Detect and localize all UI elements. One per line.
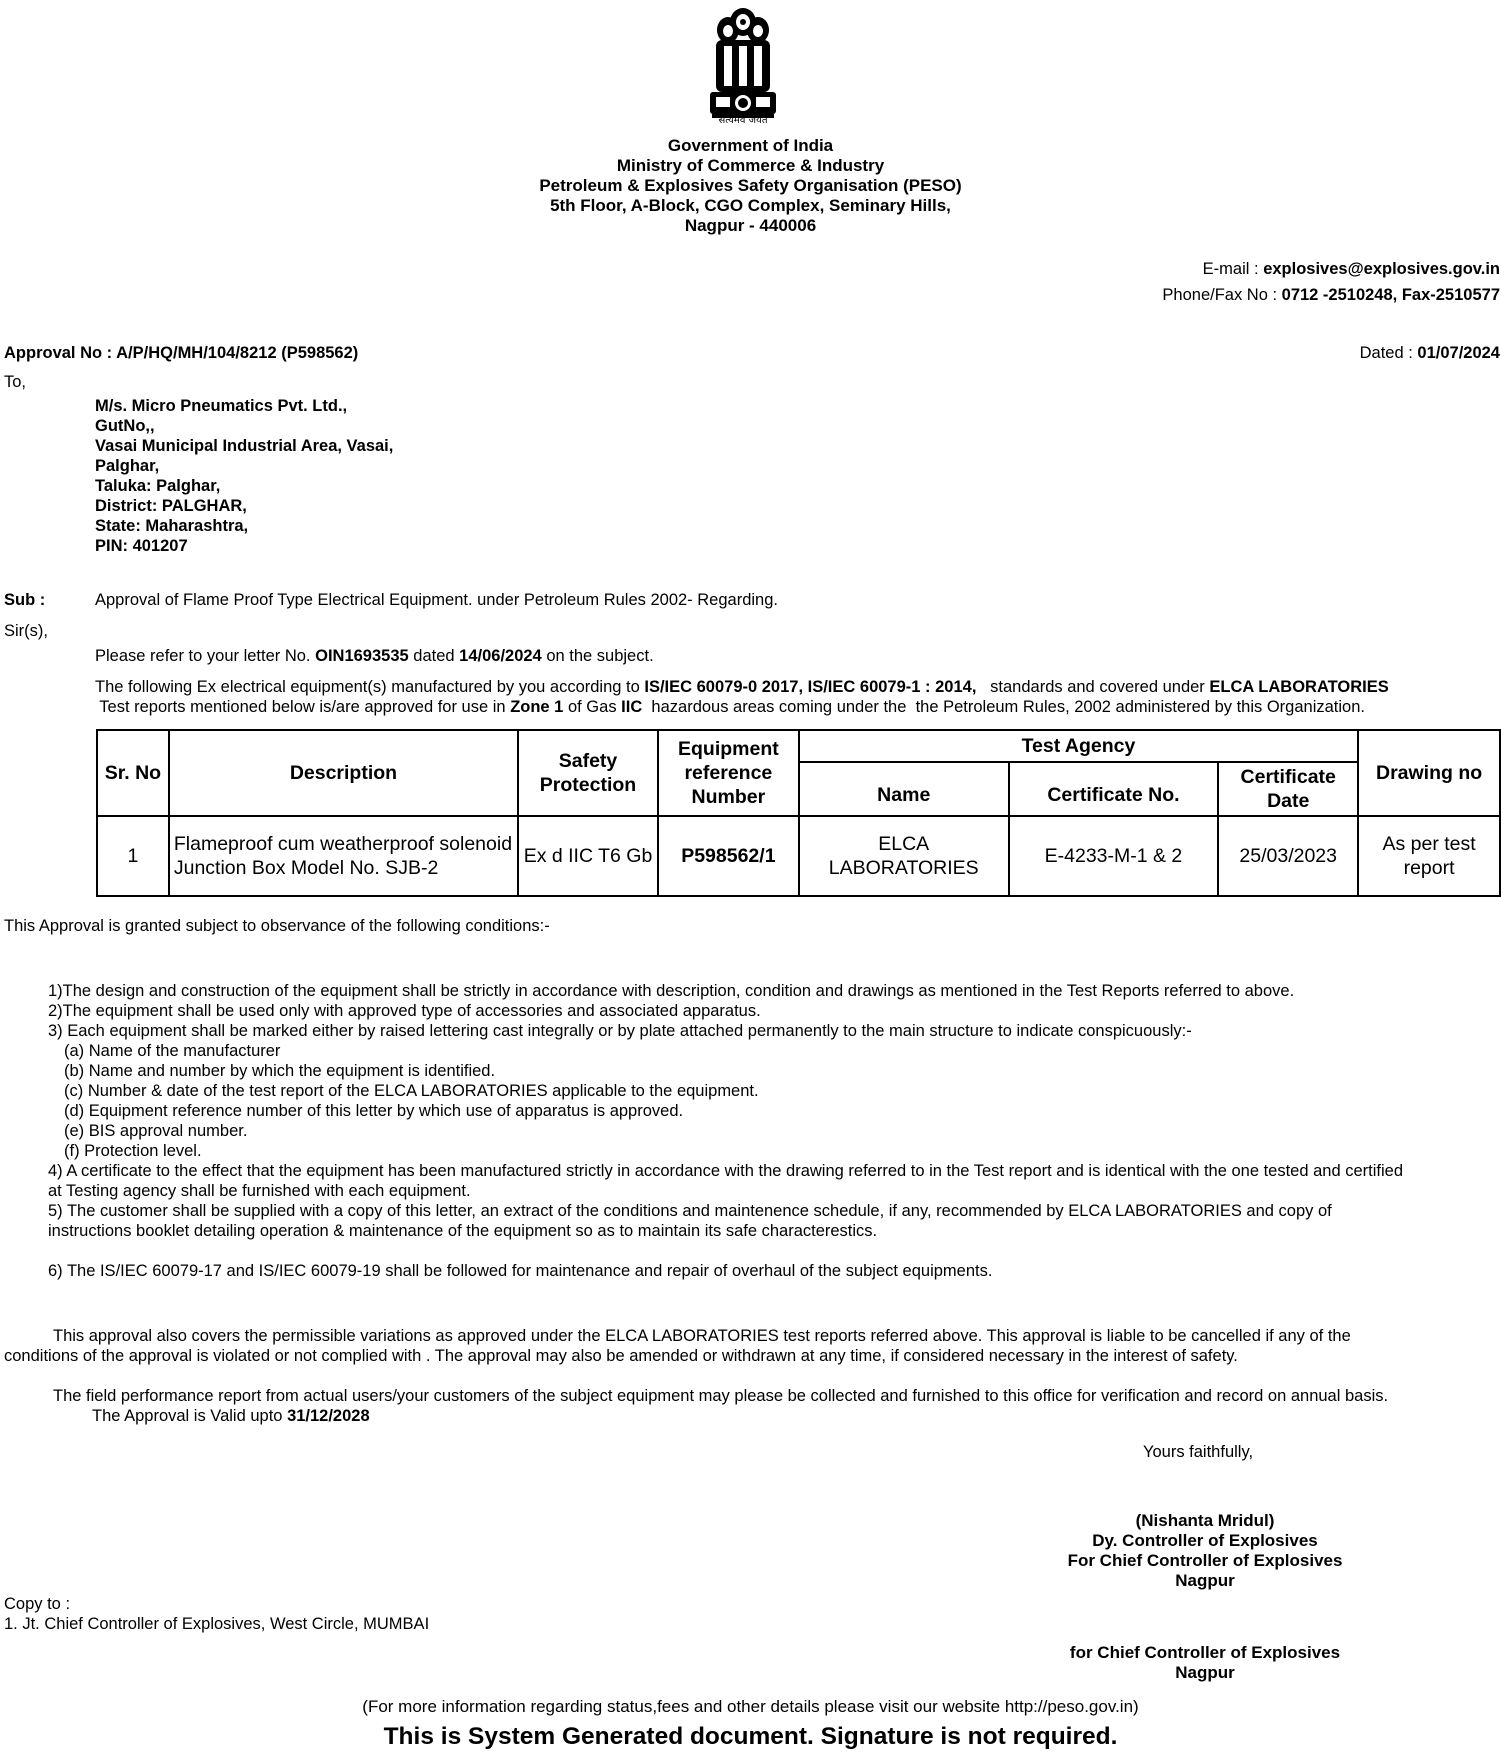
condition-item: 2)The equipment shall be used only with approved type of accessories and associated apparatus. — [48, 1002, 761, 1020]
header-description: Description — [169, 730, 518, 816]
header-line-3: Petroleum & Explosives Safety Organisation (PESO) — [539, 176, 962, 195]
cell-safety-protection: Ex d IIC T6 Gb — [518, 816, 658, 896]
intro-standards: IS/IEC 60079-0 2017, IS/IEC 60079-1 : 2014, — [644, 678, 977, 696]
signatory-for-2: for Chief Controller of Explosives — [1069, 1643, 1341, 1662]
cell-equipment-reference: P598562/1 — [658, 816, 799, 896]
letterhead — [0, 136, 1501, 236]
closing-para-1a: This approval also covers the permissible variations as approved under the ELCA LABORATORIES test reports referred above. This approval is liable to be cancelled if any of the — [53, 1327, 1351, 1345]
condition-item: 1)The design and construction of the equipment shall be strictly in accordance with description, condition and drawings as mentioned in the Test Reports referred to above. — [48, 982, 1295, 1000]
address-line: GutNo,, — [95, 417, 155, 435]
signature-block — [1000, 1511, 1410, 1591]
header-certificate-no: Certificate No. — [1009, 762, 1219, 816]
cell-certificate-date: 25/03/2023 — [1218, 816, 1358, 896]
signatory-name: (Nishanta Mridul) — [1135, 1511, 1275, 1530]
condition-item: instructions booklet detailing operation & maintenance of the equipment so as to maintain its safe characterestics. — [48, 1222, 878, 1240]
address-line: Vasai Municipal Industrial Area, Vasai, — [95, 437, 394, 455]
cell-certificate-no: E-4233-M-1 & 2 — [1009, 816, 1219, 896]
subject-text: Approval of Flame Proof Type Electrical Equipment. under Petroleum Rules 2002- Regarding. — [95, 591, 778, 609]
header-test-agency: Test Agency — [799, 730, 1358, 762]
header-line-2: Ministry of Commerce & Industry — [616, 156, 885, 175]
address-line: State: Maharashtra, — [95, 517, 249, 535]
header-safety-protection: Safety Protection — [518, 730, 658, 816]
signatory-place-2: Nagpur — [1175, 1663, 1235, 1682]
reference-pre: Please refer to your letter No. — [95, 647, 316, 665]
intro-gas: IIC — [621, 698, 643, 716]
footer-note: (For more information regarding status,fees and other details please visit our website http://peso.gov.in) — [362, 1697, 1139, 1716]
header-line-4: 5th Floor, A-Block, CGO Complex, Seminary Hills, — [550, 196, 951, 215]
subject-label: Sub : — [4, 591, 46, 609]
emblem-caption: सत्यमेव जयते — [718, 115, 768, 126]
reference-date: 14/06/2024 — [459, 647, 542, 665]
cell-agency-name: ELCA LABORATORIES — [799, 816, 1009, 896]
conditions-list — [48, 981, 1403, 1281]
intro-text: standards and covered under — [976, 678, 1210, 696]
email-label: E-mail : — [1202, 260, 1264, 278]
condition-item: 5) The customer shall be supplied with a copy of this letter, an extract of the conditions and maintenence schedule, if any, recommended by ELCA LABORATORIES and copy of — [48, 1202, 1332, 1220]
reference-letter-no: OIN1693535 — [315, 647, 409, 665]
validity-date: 31/12/2028 — [287, 1407, 370, 1425]
signatory-for: For Chief Controller of Explosives — [1067, 1551, 1343, 1570]
copy-to-item: 1. Jt. Chief Controller of Explosives, West Circle, MUMBAI — [4, 1615, 430, 1633]
footer-system-generated: This is System Generated document. Signature is not required. — [383, 1723, 1118, 1750]
cell-description: Flameproof cum weatherproof solenoid Junction Box Model No. SJB-2 — [169, 816, 518, 896]
yours-faithfully: Yours faithfully, — [1143, 1443, 1254, 1461]
condition-subitem: (d) Equipment reference number of this letter by which use of apparatus is approved. — [64, 1102, 684, 1120]
cell-drawing-no: As per test report — [1358, 816, 1500, 896]
phone-label: Phone/Fax No : — [1162, 286, 1282, 304]
condition-subitem: (b) Name and number by which the equipment is identified. — [64, 1062, 496, 1080]
closing-para-2: The field performance report from actual users/your customers of the subject equipment may please be collected and furnished to this office for verification and record on annual basis. — [53, 1387, 1389, 1405]
national-emblem-icon — [702, 2, 784, 132]
condition-item: at Testing agency shall be furnished with each equipment. — [48, 1182, 471, 1200]
condition-item: 6) The IS/IEC 60079-17 and IS/IEC 60079-19 shall be followed for maintenance and repair of overhaul of the subject equipments. — [48, 1262, 993, 1280]
header-certificate-date: Certificate Date — [1218, 762, 1358, 816]
reference-line — [95, 646, 654, 666]
signature-block-2 — [1000, 1643, 1410, 1683]
approval-date — [1360, 343, 1500, 363]
condition-item: 4) A certificate to the effect that the equipment has been manufactured strictly in accordance with the drawing referred to in the Test report and is identical with the one tested and certified — [48, 1162, 1404, 1180]
signatory-designation: Dy. Controller of Explosives — [1092, 1531, 1318, 1550]
intro-line-1 — [95, 677, 1389, 697]
validity-line — [92, 1406, 370, 1426]
intro-text: Test reports mentioned below is/are approved for use in — [95, 698, 511, 716]
condition-subitem: (c) Number & date of the test report of the ELCA LABORATORIES applicable to the equipment. — [64, 1082, 759, 1100]
reference-post: on the subject. — [541, 647, 654, 665]
phone-value: 0712 -2510248, Fax-2510577 — [1281, 286, 1500, 304]
address-line: Taluka: Palghar, — [95, 477, 221, 495]
dated-value: 01/07/2024 — [1417, 344, 1500, 362]
condition-subitem: (a) Name of the manufacturer — [64, 1042, 281, 1060]
intro-text: of Gas — [563, 698, 622, 716]
salutation: Sir(s), — [4, 622, 48, 640]
closing-para-1b: conditions of the approval is violated or not complied with . The approval may also be amended or withdrawn at any time, if considered necessary in the interest of safety. — [4, 1347, 1238, 1365]
to-label: To, — [4, 373, 27, 391]
dated-label: Dated : — [1359, 344, 1418, 362]
email-value: explosives@explosives.gov.in — [1263, 260, 1500, 278]
phone-line — [1162, 285, 1500, 305]
intro-line-2 — [95, 697, 1365, 717]
address-line: PIN: 401207 — [95, 537, 188, 555]
address-line: M/s. Micro Pneumatics Pvt. Ltd., — [95, 397, 348, 415]
intro-text: The following Ex electrical equipment(s) manufactured by you according to — [95, 678, 645, 696]
signatory-place: Nagpur — [1175, 1571, 1235, 1590]
intro-agency: ELCA LABORATORIES — [1209, 678, 1389, 696]
intro-text: hazardous areas coming under the the Petroleum Rules, 2002 administered by this Organization. — [642, 698, 1365, 716]
condition-subitem: (e) BIS approval number. — [64, 1122, 248, 1140]
table-row — [97, 816, 1500, 896]
header-line-1: Government of India — [667, 136, 834, 155]
header-sr-no: Sr. No — [97, 730, 169, 816]
address-line: District: PALGHAR, — [95, 497, 247, 515]
header-line-5: Nagpur - 440006 — [684, 216, 817, 235]
intro-zone: Zone 1 — [510, 698, 564, 716]
copy-to-label: Copy to : — [4, 1595, 71, 1613]
header-name: Name — [799, 762, 1009, 816]
equipment-table — [96, 729, 1501, 897]
recipient-address — [95, 396, 393, 556]
cell-sr-no: 1 — [97, 816, 169, 896]
reference-mid: dated — [408, 647, 460, 665]
address-line: Palghar, — [95, 457, 160, 475]
email-line — [1203, 259, 1500, 279]
condition-item: 3) Each equipment shall be marked either by raised lettering cast integrally or by plate attached permanently to the main structure to indicate conspicuously:- — [48, 1022, 1192, 1040]
header-equipment-reference: Equipment reference Number — [658, 730, 799, 816]
header-drawing-no: Drawing no — [1358, 730, 1500, 816]
approval-number: Approval No : A/P/HQ/MH/104/8212 (P598562) — [4, 344, 359, 362]
condition-subitem: (f) Protection level. — [64, 1142, 202, 1160]
conditions-intro: This Approval is granted subject to observance of the following conditions:- — [4, 917, 550, 935]
validity-label: The Approval is Valid upto — [92, 1407, 288, 1425]
